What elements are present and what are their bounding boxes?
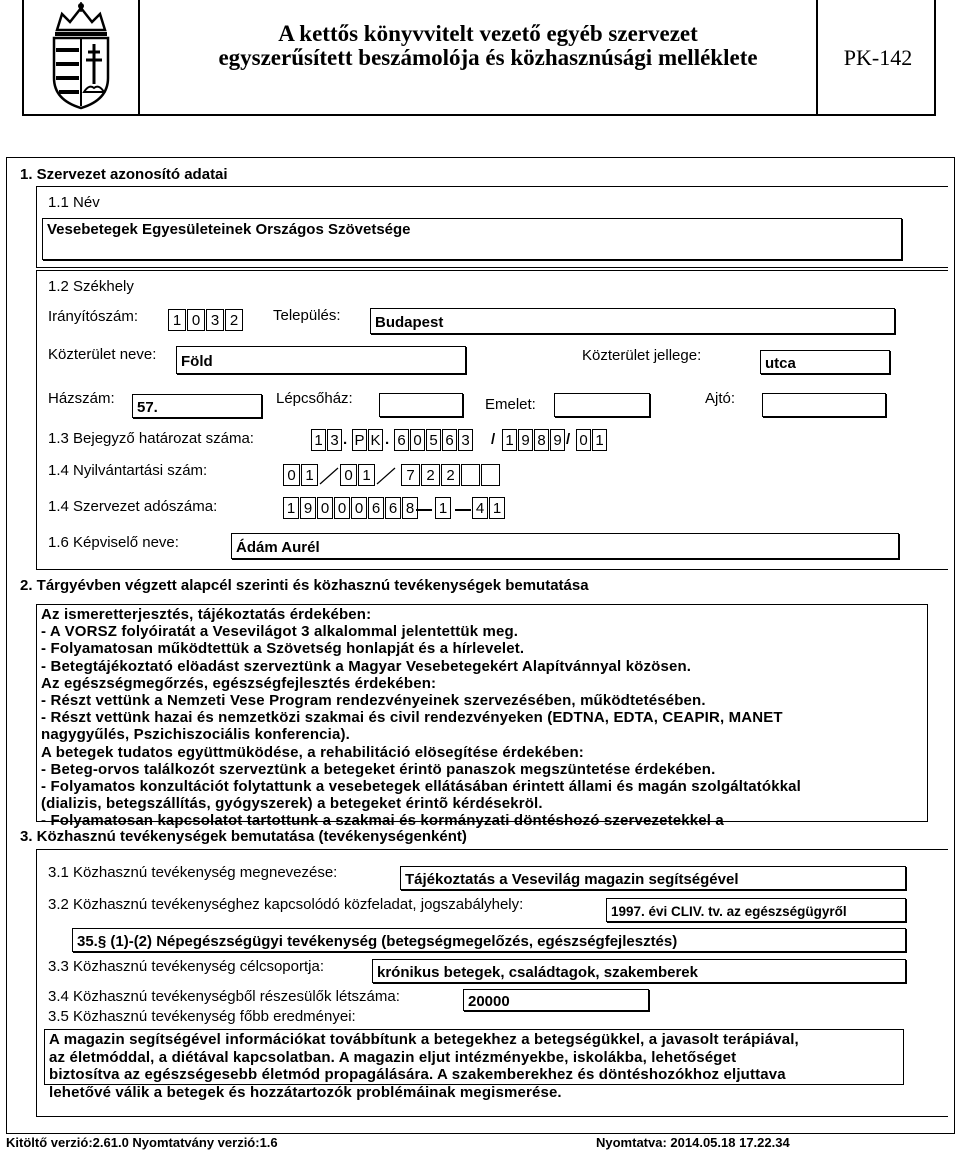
house-field[interactable] (132, 394, 262, 418)
section2-line: nagygyűlés, Pszichiszociális konferencia). (41, 726, 350, 744)
results-textbox[interactable] (44, 1029, 904, 1101)
digit-cell: P (352, 429, 367, 451)
digit-cell: 1 (435, 497, 451, 519)
section2-line: (dializis, betegszállítás, gyógyszerek) a betegeket érintõ kérdésekröl. (41, 795, 543, 813)
court-label: 1.3 Bejegyző határozat száma: (48, 430, 254, 447)
name-label: 1.1 Név (48, 194, 100, 211)
house-label: Házszám: (48, 390, 115, 407)
digit-cell: 1 (283, 497, 299, 519)
digit-cell: 0 (334, 497, 350, 519)
digit-cell: 1 (311, 429, 326, 451)
stair-label: Lépcsőház: (276, 390, 353, 407)
section2-line: - Folyamatosan működtettük a Szövetség honlapját és a hírlevelet. (41, 640, 525, 658)
digit-cell: 9 (518, 429, 533, 451)
reg-slash-2 (376, 464, 396, 486)
digit-cell: 5 (426, 429, 441, 451)
digit-cell: 0 (187, 309, 205, 331)
section3-title: 3. Közhasznú tevékenységek bemutatása (tevékenységenként) (20, 828, 467, 845)
tax-dash-1 (416, 509, 432, 511)
digit-cell: 0 (317, 497, 333, 519)
street-value: Föld (181, 353, 213, 370)
results-line: az életmóddal, a diétával kapcsolatban. A magazin eljut intézményekbe, iskolákba, lehetőséget (49, 1048, 737, 1066)
public-task-field-2[interactable] (72, 928, 906, 952)
reg-slash-1 (319, 464, 339, 486)
section2-line: - Betegtájékoztató elöadást szerveztünk a Magyar Vesebetegekért Alapítvánnyal közösen. (41, 657, 692, 675)
digit-cell: 0 (410, 429, 425, 451)
digit-cell: 0 (283, 464, 300, 486)
header-title-line1: A kettős könyvvitelt vezető egyéb szervezet (278, 21, 698, 46)
city-field[interactable] (370, 308, 895, 334)
digit-cell: 0 (351, 497, 367, 519)
public-task-field[interactable] (606, 898, 906, 922)
digit-cell: 9 (300, 497, 316, 519)
door-field[interactable] (762, 393, 886, 417)
results-line: biztosítva az egészségesebb életmód propagálására. A szakemberekhez és döntéshozókhoz eljuttava (49, 1066, 786, 1083)
section2-line: - Folyamatos konzultációt folytattunk a vesebetegek ellátásában érintett állami és magán szolgáltatókkal (41, 778, 801, 796)
footer-right: Nyomtatva: 2014.05.18 17.22.34 (596, 1135, 790, 1150)
header (22, 0, 936, 116)
rep-field[interactable] (231, 533, 899, 559)
target-field[interactable] (372, 959, 906, 983)
floor-label: Emelet: (485, 396, 536, 413)
digit-cell: 1 (489, 497, 505, 519)
name-value: Vesebetegek Egyesületeinek Országos Szövetsége (47, 221, 411, 238)
rep-value: Ádám Aurél (236, 539, 320, 556)
digit-cell: K (368, 429, 383, 451)
zip-label: Irányítószám: (48, 308, 139, 325)
stair-field[interactable] (379, 393, 463, 417)
seat-label: 1.2 Székhely (48, 278, 134, 295)
floor-field[interactable] (554, 393, 650, 417)
rep-label: 1.6 Képviselő neve: (48, 534, 179, 551)
court-sep-4: / (566, 431, 571, 448)
street-type-label: Közterület jellege: (582, 347, 702, 364)
digit-cell (481, 464, 500, 486)
digit-cell: 7 (401, 464, 420, 486)
door-label: Ajtó: (705, 390, 736, 407)
section2-line: - Részt vettünk a Nemzeti Vese Program rendezvényeinek szervezésében, működtetésében. (41, 692, 706, 710)
public-task-label: 3.2 Közhasznú tevékenységhez kapcsolódó közfeladat, jogszabályhely: (48, 896, 524, 913)
digit-cell: 6 (385, 497, 401, 519)
digit-cell: 4 (472, 497, 488, 519)
digit-cell: 6 (442, 429, 457, 451)
digit-cell: 3 (327, 429, 342, 451)
results-line: A magazin segítségével információkat továbbítunk a betegekhez a betegségükkel, a javasolt terápiával, (49, 1031, 799, 1048)
digit-cell: 3 (206, 309, 224, 331)
digit-cell: 3 (458, 429, 473, 451)
activity-name-value: Tájékoztatás a Vesevilág magazin segítségével (405, 871, 739, 888)
section2-line: - Részt vettünk hazai és nemzetközi szakmai és civil rendezvényeken (EDTNA, EDTA, CEAPIR, MANET (41, 709, 783, 727)
name-field[interactable] (42, 218, 902, 260)
activity-name-field[interactable] (400, 866, 906, 890)
coat-of-arms-icon (24, 0, 138, 114)
target-label: 3.3 Közhasznú tevékenység célcsoportja: (48, 958, 324, 975)
digit-cell (461, 464, 480, 486)
emblem-box (24, 0, 140, 114)
digit-cell: 8 (402, 497, 418, 519)
section2-line: - Beteg-orvos találkozót szerveztünk a betegeket érintö panaszok megszüntetése érdekében. (41, 760, 716, 778)
tax-dash-2 (455, 509, 471, 511)
results-line: lehetővé válik a betegek és hozzátartozók problémáinak megismerése. (49, 1083, 562, 1101)
digit-cell: 1 (502, 429, 517, 451)
digit-cell: 8 (534, 429, 549, 451)
tax-label: 1.4 Szervezet adószáma: (48, 498, 218, 515)
digit-cell: 0 (576, 429, 591, 451)
activity-name-label: 3.1 Közhasznú tevékenység megnevezése: (48, 864, 338, 881)
section2-textbox[interactable] (36, 604, 928, 830)
digit-cell: 2 (441, 464, 460, 486)
court-sep-2: . (385, 431, 390, 448)
target-value: krónikus betegek, családtagok, szakemberek (377, 964, 698, 981)
street-field[interactable] (176, 346, 466, 374)
digit-cell: 2 (421, 464, 440, 486)
public-task-value: 1997. évi CLIV. tv. az egészségügyről (611, 904, 847, 919)
section1-title: 1. Szervezet azonosító adatai (20, 166, 228, 183)
header-title-line2: egyszerűsített beszámolója és közhasznúsági melléklete (218, 45, 758, 70)
digit-cell: 9 (550, 429, 565, 451)
section2-title: 2. Tárgyévben végzett alapcél szerinti és közhasznú tevékenységek bemutatása (20, 577, 589, 594)
footer-left: Kitöltő verzió:2.61.0 Nyomtatvány verzió:1.6 (6, 1135, 278, 1150)
house-value: 57. (137, 399, 158, 416)
form-code: PK-142 (843, 45, 913, 70)
digit-cell: 1 (592, 429, 607, 451)
form-code-box (816, 0, 938, 114)
section2-line: A betegek tudatos együttmüködése, a rehabilitáció elösegítése érdekében: (41, 743, 584, 761)
city-value: Budapest (375, 314, 444, 331)
section2-line: Az egészségmegőrzés, egészségfejlesztés érdekében: (41, 674, 437, 692)
digit-cell: 6 (368, 497, 384, 519)
digit-cell: 1 (358, 464, 375, 486)
court-sep-3: / (491, 431, 496, 448)
city-label: Település: (273, 307, 341, 324)
reg-label: 1.4 Nyilvántartási szám: (48, 462, 208, 479)
court-sep-1: . (343, 431, 348, 448)
digit-cell: 2 (225, 309, 243, 331)
beneficiaries-label: 3.4 Közhasznú tevékenységből részesülők létszáma: (48, 988, 400, 1005)
public-task-value-2: 35.§ (1)-(2) Népegészségügyi tevékenység (betegségmegelőzés, egészségfejlesztés) (77, 933, 678, 950)
street-label: Közterület neve: (48, 346, 157, 363)
digit-cell: 0 (340, 464, 357, 486)
section2-line: Az ismeretterjesztés, tájékoztatás érdekében: (41, 606, 372, 623)
results-label: 3.5 Közhasznú tevékenység főbb eredményei: (48, 1008, 356, 1025)
beneficiaries-field[interactable] (463, 989, 649, 1011)
digit-cell: 1 (301, 464, 318, 486)
section2-line: - A VORSZ folyóiratát a Vesevilágot 3 alkalommal jelentettük meg. (41, 623, 519, 641)
beneficiaries-value: 20000 (468, 993, 510, 1010)
digit-cell: 6 (394, 429, 409, 451)
digit-cell: 1 (168, 309, 186, 331)
street-type-field[interactable] (760, 350, 890, 374)
section2-line: - Folyamatosan kapcsolatot tartottunk a szakmai és kormányzati döntéshozó szervezetekkel a (41, 812, 724, 830)
street-type-value: utca (765, 355, 796, 372)
